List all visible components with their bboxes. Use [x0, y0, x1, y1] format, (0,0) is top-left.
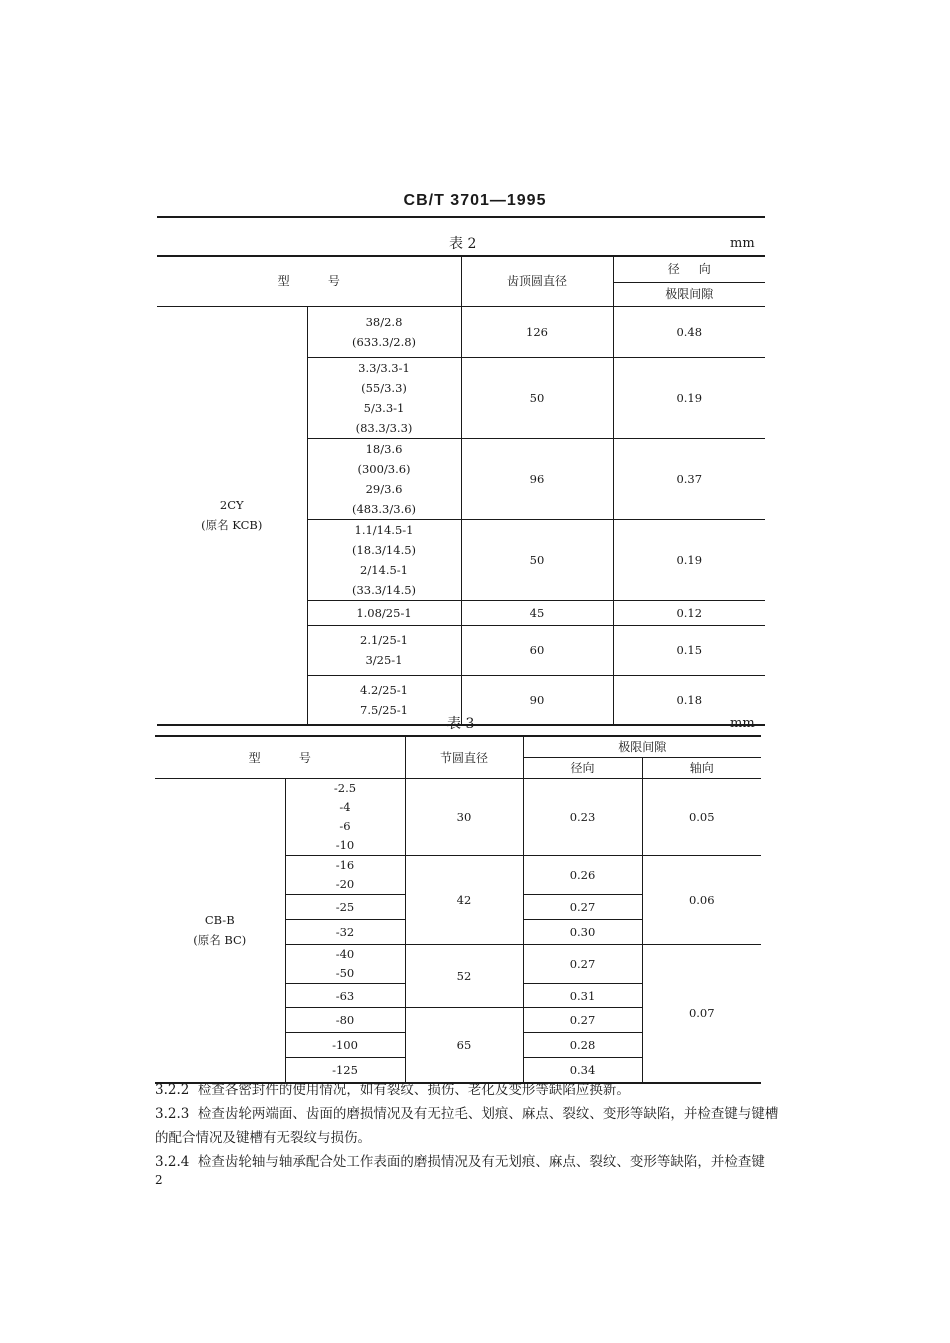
table2-diameter: 45: [461, 600, 613, 625]
table2-diameter: 126: [461, 306, 613, 357]
model-code: 29/3.6: [365, 481, 403, 496]
table3-radial: 0.27: [523, 945, 642, 984]
table3-axial: 0.05: [642, 779, 761, 856]
paragraph-3-2-2: 3.2.2 检查各密封件的使用情况，如有裂纹、损伤、老化及变形等缺陷应换新。: [155, 1082, 630, 1098]
table-row: [155, 779, 761, 856]
table2-group: [157, 306, 307, 725]
table3-group: [155, 779, 285, 1083]
table-row: [157, 306, 765, 357]
model-code: 3.3/3.3-1: [358, 360, 410, 375]
model-code: (33.3/14.5): [351, 582, 417, 597]
page-number: 2: [155, 1173, 163, 1187]
table3-size: -32: [285, 920, 405, 945]
table2-diameter: 50: [461, 519, 613, 600]
model-code: (18.3/14.5): [351, 542, 417, 557]
table2-diameter: 96: [461, 438, 613, 519]
table3-sizes: [285, 945, 405, 984]
table2-group-name: 2CY: [219, 498, 244, 513]
table3: [155, 735, 761, 1084]
table3-radial: 0.30: [523, 920, 642, 945]
model-code: 4.2/25-1: [360, 682, 408, 697]
size-code: -4: [339, 800, 351, 814]
table3-radial: 0.27: [523, 1008, 642, 1033]
size-code: -16: [335, 858, 355, 872]
table3-header-axial: 轴向: [642, 758, 761, 779]
model-code: (300/3.6): [357, 461, 411, 476]
table3-group-name: CB-B: [204, 913, 235, 928]
table3-group-alias: (原名 BC): [193, 933, 247, 948]
table3-size: -80: [285, 1008, 405, 1033]
table2-diameter: 50: [461, 357, 613, 438]
paragraph-3-2-3: 3.2.3 检查齿轮两端面、齿面的磨损情况及有无拉毛、划痕、麻点、裂纹、变形等缺陷，并检查键与键槽: [155, 1106, 779, 1122]
table3-size: -125: [285, 1058, 405, 1083]
table3-radial: 0.28: [523, 1033, 642, 1058]
model-code: (83.3/3.3): [355, 420, 413, 435]
table2-models: [307, 600, 461, 625]
table3-size: -63: [285, 984, 405, 1008]
table3-sizes: [285, 779, 405, 856]
table3-radial: 0.26: [523, 856, 642, 895]
size-code: -2.5: [333, 781, 357, 795]
table3-radial: 0.27: [523, 895, 642, 920]
model-code: 18/3.6: [365, 441, 403, 456]
model-code: 1.1/14.5-1: [354, 522, 414, 537]
table3-axial: 0.06: [642, 856, 761, 945]
table2-models: [307, 519, 461, 600]
table2-diameter: 60: [461, 625, 613, 675]
table3-header-limit: 极限间隙: [523, 736, 761, 758]
table2-clearance: 0.48: [613, 306, 765, 357]
table2-clearance: 0.37: [613, 438, 765, 519]
table2-models: [307, 306, 461, 357]
table2-header-diameter: 齿顶圆直径: [461, 256, 613, 306]
table2-group-alias: (原名 KCB): [201, 518, 263, 533]
table2-clearance: 0.12: [613, 600, 765, 625]
table2-clearance: 0.19: [613, 519, 765, 600]
table3-pitch: 30: [405, 779, 523, 856]
table2-clearance: 0.15: [613, 625, 765, 675]
model-code: 1.08/25-1: [356, 605, 412, 620]
table3-axial: 0.07: [688, 1006, 715, 1021]
model-code: (483.3/3.6): [351, 501, 417, 516]
model-code: 3/25-1: [365, 653, 403, 667]
table3-size: -25: [285, 895, 405, 920]
table2-models: [307, 438, 461, 519]
table3-pitch: 42: [405, 856, 523, 945]
table3-radial: 0.31: [523, 984, 642, 1008]
table3-pitch: 65: [405, 1008, 523, 1083]
table2-models: [307, 625, 461, 675]
size-code: -20: [335, 877, 355, 891]
header-rule: [157, 216, 765, 218]
table2-unit: mm: [730, 236, 755, 251]
model-code: 2.1/25-1: [360, 633, 408, 647]
table3-header-pitch: 节圆直径: [405, 736, 523, 779]
model-code: (633.3/2.8): [351, 334, 417, 349]
table2-models: [307, 357, 461, 438]
table3-header-radial: 径向: [523, 758, 642, 779]
table2: [157, 255, 765, 726]
table3-pitch: 52: [405, 945, 523, 1008]
table3-size: -100: [285, 1033, 405, 1058]
size-code: -40: [335, 947, 355, 961]
model-code: 7.5/25-1: [360, 702, 408, 717]
model-code: 38/2.8: [365, 314, 403, 329]
standard-header: CB/T 3701—1995: [403, 192, 547, 209]
size-code: -6: [339, 819, 351, 833]
table2-header-limit: 极限间隙: [613, 282, 765, 306]
size-code: -10: [335, 838, 355, 852]
table3-sizes: [285, 856, 405, 895]
table2-header-model: 型 号: [157, 256, 461, 306]
table2-header-radial: 径 向: [613, 256, 765, 282]
paragraph-3-2-3-cont: 的配合情况及键槽有无裂纹与损伤。: [155, 1130, 371, 1146]
model-code: 5/3.3-1: [363, 400, 405, 415]
table3-title: 表 3: [447, 716, 475, 732]
table3-unit: mm: [730, 716, 755, 731]
paragraph-3-2-4: 3.2.4 检查齿轮轴与轴承配合处工作表面的磨损情况及有无划痕、麻点、裂纹、变形等缺陷，并检查键: [155, 1154, 765, 1170]
model-code: 2/14.5-1: [360, 562, 408, 577]
table2-diameter: 90: [461, 675, 613, 725]
table2-models: [307, 675, 461, 725]
table2-clearance: 0.18: [676, 692, 703, 707]
model-code: (55/3.3): [361, 380, 407, 395]
table3-header-model: 型 号: [155, 736, 405, 779]
size-code: -50: [335, 966, 355, 980]
table3-radial: 0.34: [523, 1058, 642, 1083]
table2-title: 表 2: [449, 236, 477, 252]
table3-radial: 0.23: [523, 779, 642, 856]
table2-clearance: 0.19: [613, 357, 765, 438]
